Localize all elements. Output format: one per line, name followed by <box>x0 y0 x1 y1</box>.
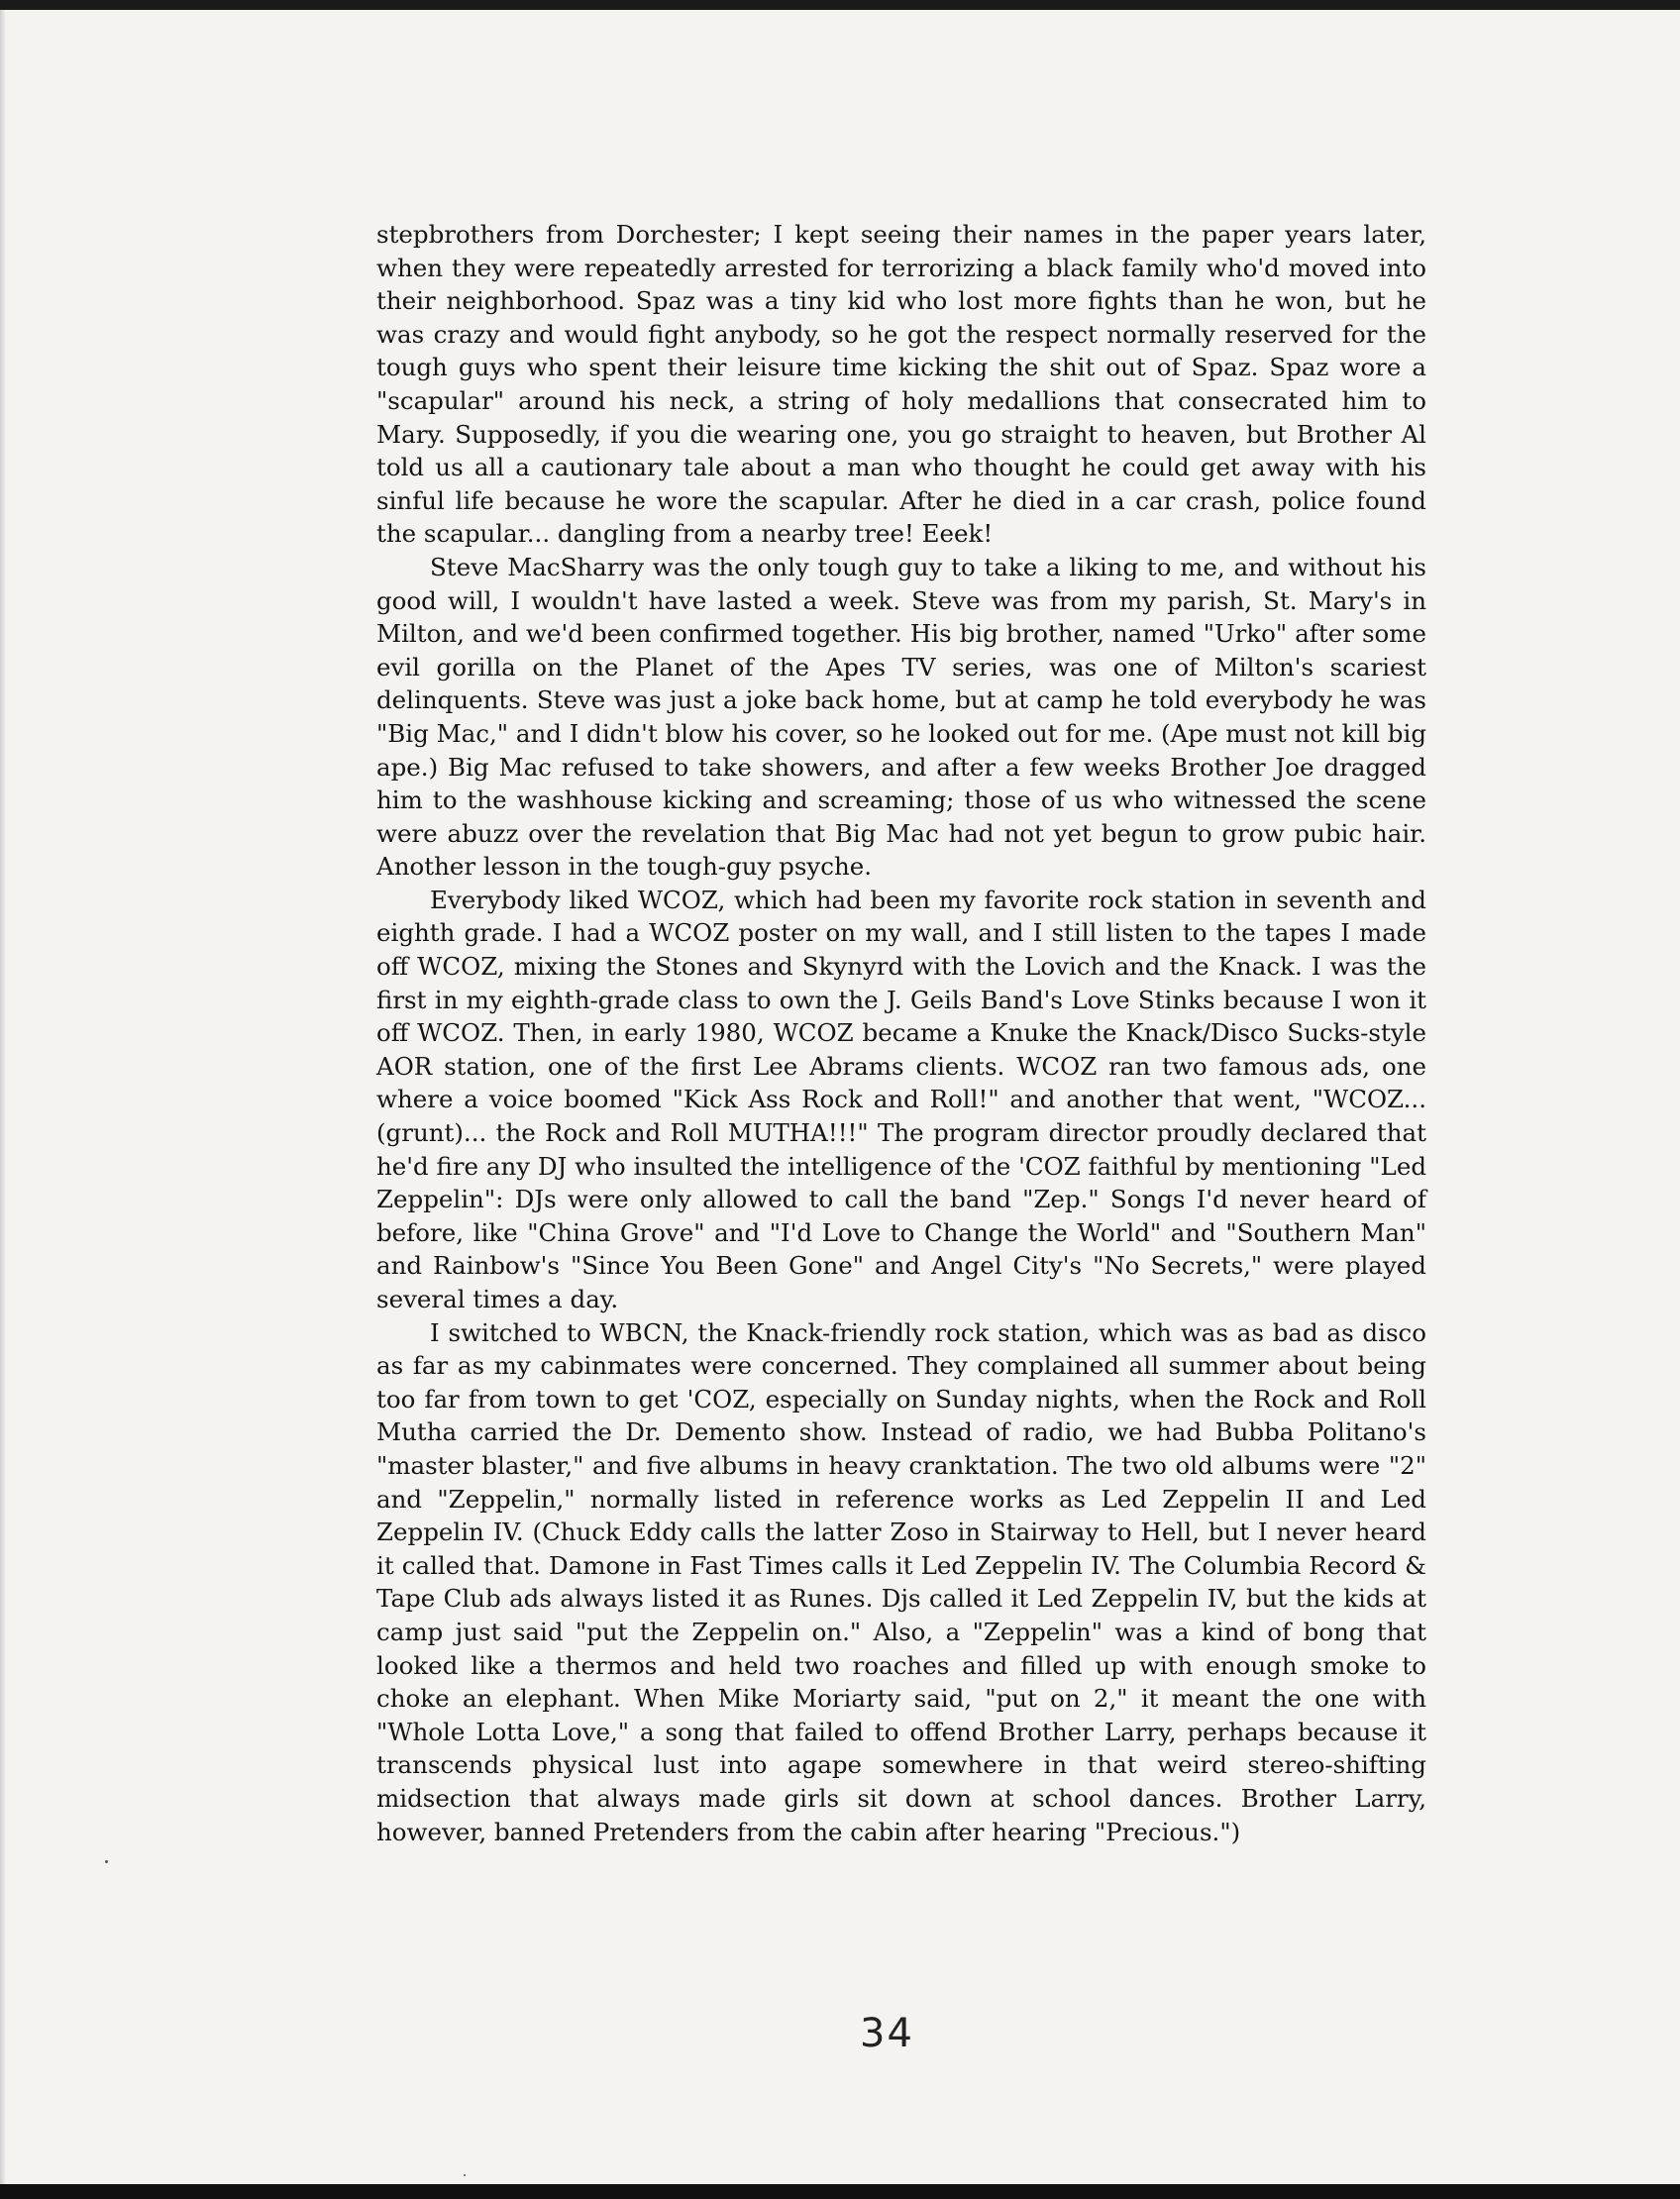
paragraph-1: stepbrothers from Dorchester; I kept seeing their names in the paper years later, when they were repeatedly arrested for terrorizing a black family who'd moved into their neighborhood. Spaz was a tiny kid who lost more fights than he won, but he was crazy and would fight anybody, so he got the respect normally reserved for the tough guys who spent their leisure time kicking the shit out of Spaz. Spaz wore a "scapular" around his neck, a string of holy medallions that consecrated him to Mary. Supposedly, if you die wearing one, you go straight to heaven, but Brother Al told us all a cautionary tale about a man who thought he could get away with his sinful life because he wore the scapular. After he died in a car crash, police found the scapular... dangling from a nearby tree! Eeek! <box>376 220 1426 549</box>
paragraph-3: Everybody liked WCOZ, which had been my favorite rock station in seventh and eighth grade. I had a WCOZ poster on my wall, and I still listen to the tapes I made off WCOZ, mixing the Stones and Skynyrd with the Lovich and the Knack. I was the first in my eighth-grade class to own the J. Geils Band's Love Stinks because I won it off WCOZ. Then, in early 1980, WCOZ became a Knuke the Knack/Disco Sucks-style AOR station, one of the first Lee Abrams clients. WCOZ ran two famous ads, one where a voice boomed "Kick Ass Rock and Roll!" and another that went, "WCOZ... (grunt)... the Rock and Roll MUTHA!!!" The program director proudly declared that he'd fire any DJ who insulted the intelligence of the 'COZ faithful by mentioning "Led Zeppelin": DJs were only allowed to call the band "Zep." Songs I'd never heard of before, like "China Grove" and "I'd Love to Change the World" and "Southern Man" and Rainbow's "Since You Been Gone" and Angel City's "No Secrets," were played several times a day. <box>376 885 1426 1313</box>
scan-bottom-edge <box>0 2184 1680 2199</box>
scan-speck <box>464 2174 466 2176</box>
scan-top-edge <box>0 0 1680 10</box>
scan-speck <box>105 1860 108 1863</box>
paragraph-4: I switched to WBCN, the Knack-friendly rock station, which was as bad as disco as far as my cabinmates were concerned. They complained all summer about being too far from town to get 'COZ, especially on Sunday nights, when the Rock and Roll Mutha carried the Dr. Demento show. Instead of radio, we had Bubba Politano's "master blaster," and five albums in heavy cranktation. The two old albums were "2" and "Zeppelin," normally listed in reference works as Led Zeppelin II and Led Zeppelin IV. (Chuck Eddy calls the latter Zoso in Stairway to Hell, but I never heard it called that. Damone in Fast Times calls it Led Zeppelin IV. The Columbia Record & Tape Club ads always listed it as Runes. Djs called it Led Zeppelin IV, but the kids at camp just said "put the Zeppelin on." Also, a "Zeppelin" was a kind of bong that looked like a thermos and held two roaches and filled up with enough smoke to choke an elephant. When Mike Moriarty said, "put on 2," it meant the one with "Whole Lotta Love," a song that failed to offend Brother Larry, perhaps because it transcends physical lust into agape somewhere in that weird stereo-shifting midsection that always made girls sit down at school dances. Brother Larry, however, banned Pretenders from the cabin after hearing "Precious.") <box>376 1317 1426 1846</box>
page-number: 34 <box>860 2011 914 2056</box>
scan-left-shade <box>0 10 6 2184</box>
paragraph-2: Steve MacSharry was the only tough guy to take a liking to me, and without his good will, I wouldn't have lasted a week. Steve was from my parish, St. Mary's in Milton, and we'd been confirmed together. His big brother, named "Urko" after some evil gorilla on the Planet of the Apes TV series, was one of Milton's scariest delinquents. Steve was just a joke back home, but at camp he told everybody he was "Big Mac," and I didn't blow his cover, so he looked out for me. (Ape must not kill big ape.) Big Mac refused to take showers, and after a few weeks Brother Joe dragged him to the washhouse kicking and screaming; those of us who witnessed the scene were abuzz over the revelation that Big Mac had not yet begun to grow pubic hair. Another lesson in the tough-guy psyche. <box>376 552 1426 882</box>
body-text <box>376 218 1426 1848</box>
